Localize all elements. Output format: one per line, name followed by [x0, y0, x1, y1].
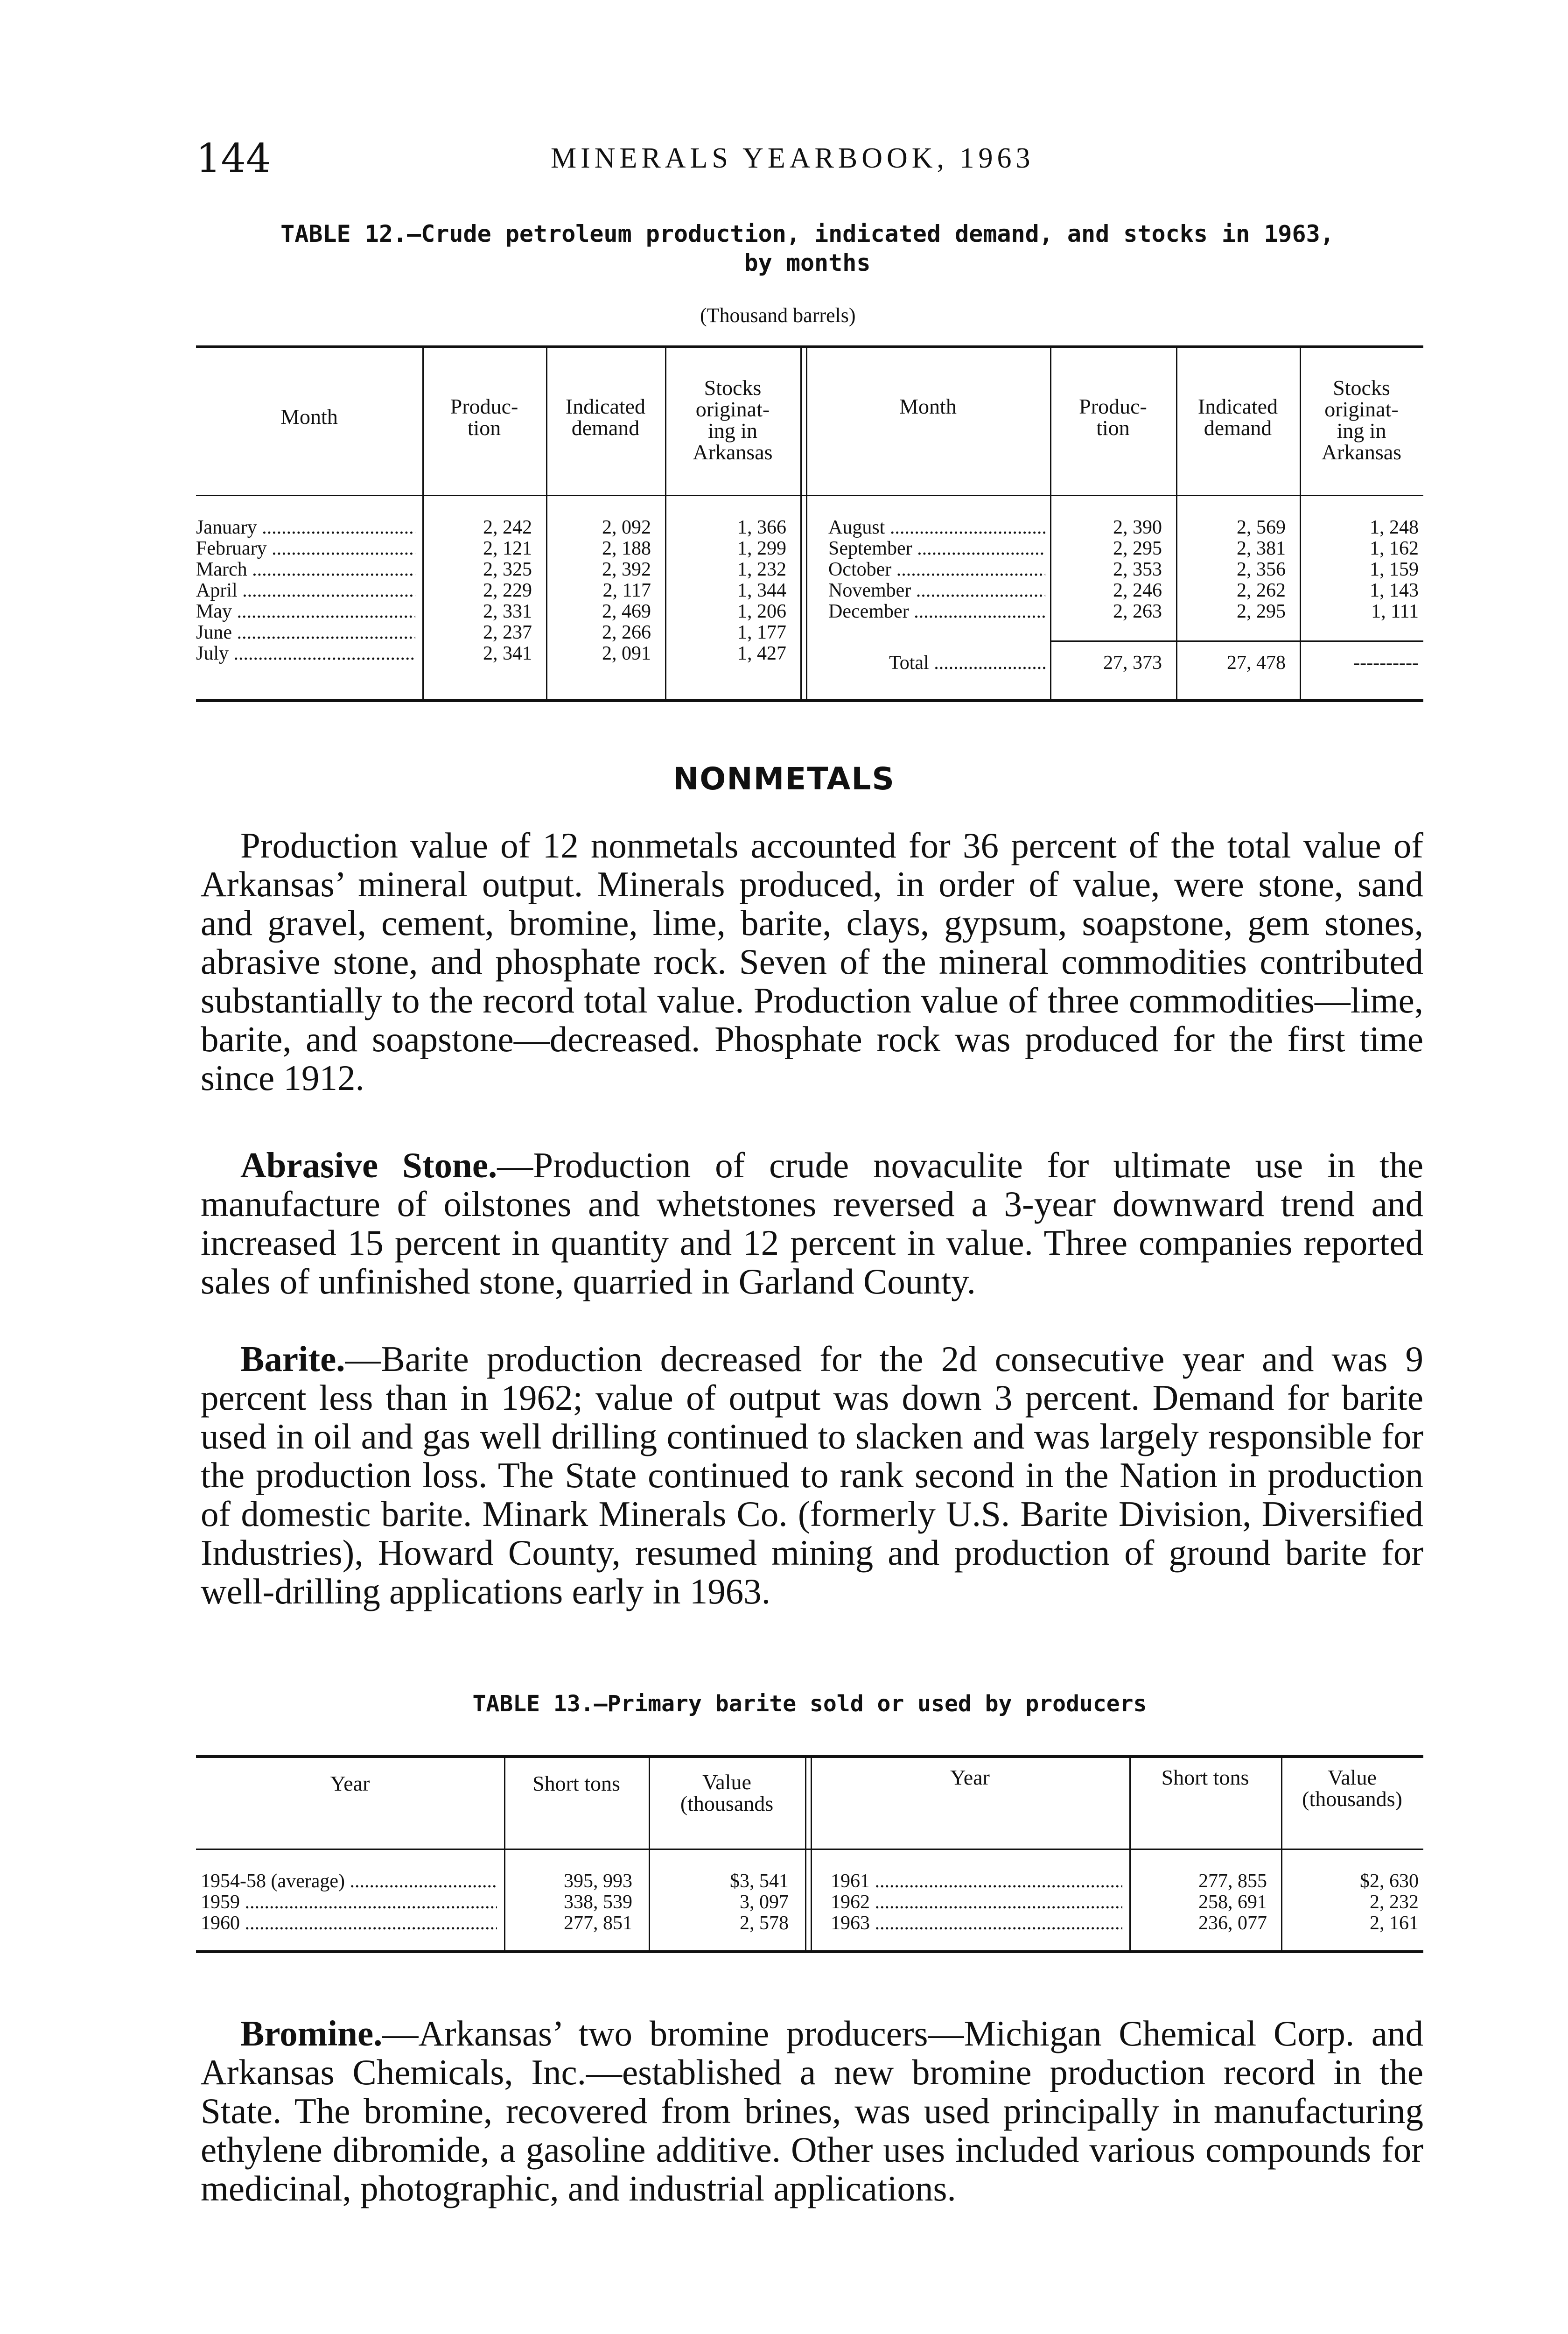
year-cell: 1961 .....: [831, 1871, 1122, 1892]
barite-text: —Barite production decreased for the 2d consecutive year and was 9 percent less than in 1962; value of output was down 3 percent. Demand for barite used in oil and gas well drilling continued to slacken and was largely responsible for the production loss. The State continued to rank second in the Nation in production of domestic barite. Minark Minerals Co. (formerly U.S. Barite Division, Diversified Industries), Howard County, resumed mining and production of ground barite for well-drilling applications early in 1963.: [201, 1339, 1423, 1611]
short-tons-cell: 277, 855: [1198, 1870, 1267, 1892]
value-cell: 3, 097: [740, 1891, 789, 1913]
month-cell: February .....: [196, 538, 415, 559]
month-cell: June .....: [196, 622, 415, 643]
month-cell: November .....: [828, 580, 1045, 601]
table12-header-demand: Indicated demand: [565, 394, 646, 440]
table13-header-rule: [196, 1849, 1423, 1850]
section-heading: NONMETALS: [673, 761, 895, 797]
production-cell: 2, 246: [1113, 580, 1162, 601]
demand-cell: 2, 392: [602, 559, 651, 580]
stocks-cell: 1, 427: [737, 643, 786, 664]
short-tons-cell: 258, 691: [1198, 1891, 1267, 1913]
stocks-cell: 1, 177: [737, 622, 786, 643]
barite-paragraph: [201, 1340, 1423, 1611]
table13-top-rule: [196, 1755, 1423, 1758]
month-cell: January .....: [196, 517, 415, 538]
month-cell: July .....: [196, 643, 415, 664]
year-cell: 1959 .....: [201, 1892, 497, 1913]
value-cell: 2, 578: [740, 1912, 789, 1934]
stocks-cell: 1, 159: [1370, 559, 1419, 580]
bromine-text: —Arkansas’ two bromine producers—Michigan Chemical Corp. and Arkansas Chemicals, Inc.—established a new bromine production record in the State. The bromine, recovered from brines, was used principally in manufacturing ethylene dibromide, a gasoline additive. Other uses included various compounds for medicinal, photographic, and industrial applications.: [201, 2013, 1423, 2208]
table13-caption: TABLE 13.—Primary barite sold or used by producers: [472, 1691, 1147, 1717]
table12-total-rule: [1050, 640, 1423, 642]
table12-header-production: Produc- tion: [450, 394, 518, 440]
table12-units: (Thousand barrels): [700, 304, 856, 327]
table12-bottom-rule: [196, 699, 1423, 702]
demand-cell: 2, 091: [602, 643, 651, 664]
bromine-paragraph: [201, 2014, 1423, 2208]
stocks-cell: 1, 248: [1370, 517, 1419, 538]
abrasive-stone-paragraph: [201, 1146, 1423, 1301]
month-cell: August .....: [828, 517, 1045, 538]
barite-heading: Barite.: [240, 1339, 345, 1379]
year-cell: 1960 .....: [201, 1913, 497, 1934]
table12-header-production: Produc- tion: [1079, 394, 1147, 440]
table13-bottom-rule: [196, 1950, 1423, 1953]
demand-cell: 2, 092: [602, 517, 651, 538]
year-cell: 1962 .....: [831, 1892, 1122, 1913]
month-cell: September .....: [828, 538, 1045, 559]
table13-divider: [805, 1758, 806, 1950]
table12-caption-line2: by months: [744, 249, 871, 276]
table13-header-year: Year: [330, 1772, 370, 1795]
demand-cell: 2, 266: [602, 622, 651, 643]
total-stocks: ----------: [1353, 652, 1419, 674]
table12-header-month: Month: [280, 405, 338, 429]
production-cell: 2, 331: [483, 601, 532, 622]
stocks-cell: 1, 162: [1370, 538, 1419, 559]
table13-header-year: Year: [950, 1765, 990, 1789]
demand-cell: 2, 262: [1237, 580, 1286, 601]
table12-caption: [140, 219, 1475, 277]
running-head: [196, 135, 1433, 191]
table12-header-stocks: Stocks originat- ing in Arkansas: [693, 376, 773, 464]
stocks-cell: 1, 366: [737, 517, 786, 538]
table12-header-month: Month: [899, 394, 957, 418]
production-cell: 2, 229: [483, 580, 532, 601]
stocks-cell: 1, 232: [737, 559, 786, 580]
book-title: MINERALS YEARBOOK, 1963: [551, 142, 1035, 174]
bromine-heading: Bromine.: [240, 2013, 383, 2053]
short-tons-cell: 236, 077: [1198, 1912, 1267, 1934]
production-cell: 2, 242: [483, 517, 532, 538]
intro-text: Production value of 12 nonmetals accounted for 36 percent of the total value of Arkansas’ mineral output. Minerals produced, in order of value, were stone, sand and gravel, cement, bromine, lime, barite, clays, gypsum, soapstone, gem stones, abrasive stone, and phosphate rock. Seven of the mineral commodities contributed substantially to the record total value. Production value of three commodities—lime, barite, and soapstone—decreased. Phosphate rock was produced for the first time since 1912.: [201, 825, 1423, 1098]
production-cell: 2, 121: [483, 538, 532, 559]
intro-paragraph: [201, 826, 1423, 1097]
month-cell: December .....: [828, 601, 1045, 622]
abrasive-stone-text: —Production of crude novaculite for ultimate use in the manufacture of oilstones and whetstones reversed a 3-year downward trend and increased 15 percent in quantity and 12 percent in value. Three companies reported sales of unfinished stone, quarried in Garland County.: [201, 1145, 1423, 1301]
production-cell: 2, 353: [1113, 559, 1162, 580]
abrasive-stone-heading: Abrasive Stone.: [240, 1145, 497, 1185]
table13-header-short-tons: Short tons: [532, 1772, 620, 1795]
production-cell: 2, 237: [483, 622, 532, 643]
production-cell: 2, 295: [1113, 538, 1162, 559]
demand-cell: 2, 469: [602, 601, 651, 622]
demand-cell: 2, 295: [1237, 601, 1286, 622]
table12-header-stocks: Stocks originat- ing in Arkansas: [1321, 376, 1402, 464]
year-cell: 1954-58 (average) .....: [201, 1871, 497, 1892]
stocks-cell: 1, 143: [1370, 580, 1419, 601]
table13-header-value: Value (thousands: [680, 1770, 774, 1815]
total-label: Total .....: [889, 653, 1045, 674]
production-cell: 2, 263: [1113, 601, 1162, 622]
table13-header-value: Value (thousands): [1302, 1765, 1402, 1811]
demand-cell: 2, 381: [1237, 538, 1286, 559]
value-cell: 2, 232: [1370, 1891, 1419, 1913]
demand-cell: 2, 569: [1237, 517, 1286, 538]
value-cell: $3, 541: [730, 1870, 789, 1892]
table12-header-demand: Indicated demand: [1197, 394, 1278, 440]
demand-cell: 2, 117: [602, 580, 651, 601]
table12-divider: [800, 348, 802, 699]
total-production: 27, 373: [1103, 652, 1162, 674]
production-cell: 2, 341: [483, 643, 532, 664]
demand-cell: 2, 188: [602, 538, 651, 559]
production-cell: 2, 325: [483, 559, 532, 580]
stocks-cell: 1, 206: [737, 601, 786, 622]
month-cell: October .....: [828, 559, 1045, 580]
value-cell: $2, 630: [1360, 1870, 1419, 1892]
short-tons-cell: 338, 539: [564, 1891, 632, 1913]
total-demand: 27, 478: [1227, 652, 1286, 674]
page-number: 144: [196, 135, 271, 181]
demand-cell: 2, 356: [1237, 559, 1286, 580]
table12-top-rule: [196, 345, 1423, 348]
stocks-cell: 1, 299: [737, 538, 786, 559]
stocks-cell: 1, 344: [737, 580, 786, 601]
month-cell: May .....: [196, 601, 415, 622]
short-tons-cell: 277, 851: [564, 1912, 632, 1934]
month-cell: April .....: [196, 580, 415, 601]
production-cell: 2, 390: [1113, 517, 1162, 538]
month-cell: March .....: [196, 559, 415, 580]
table12-caption-line1: TABLE 12.—Crude petroleum production, indicated demand, and stocks in 1963,: [280, 220, 1334, 247]
year-cell: 1963 .....: [831, 1913, 1122, 1934]
table13-header-short-tons: Short tons: [1161, 1765, 1249, 1789]
short-tons-cell: 395, 993: [564, 1870, 632, 1892]
value-cell: 2, 161: [1370, 1912, 1419, 1934]
stocks-cell: 1, 111: [1371, 601, 1419, 622]
table12-header-rule: [196, 495, 1423, 496]
